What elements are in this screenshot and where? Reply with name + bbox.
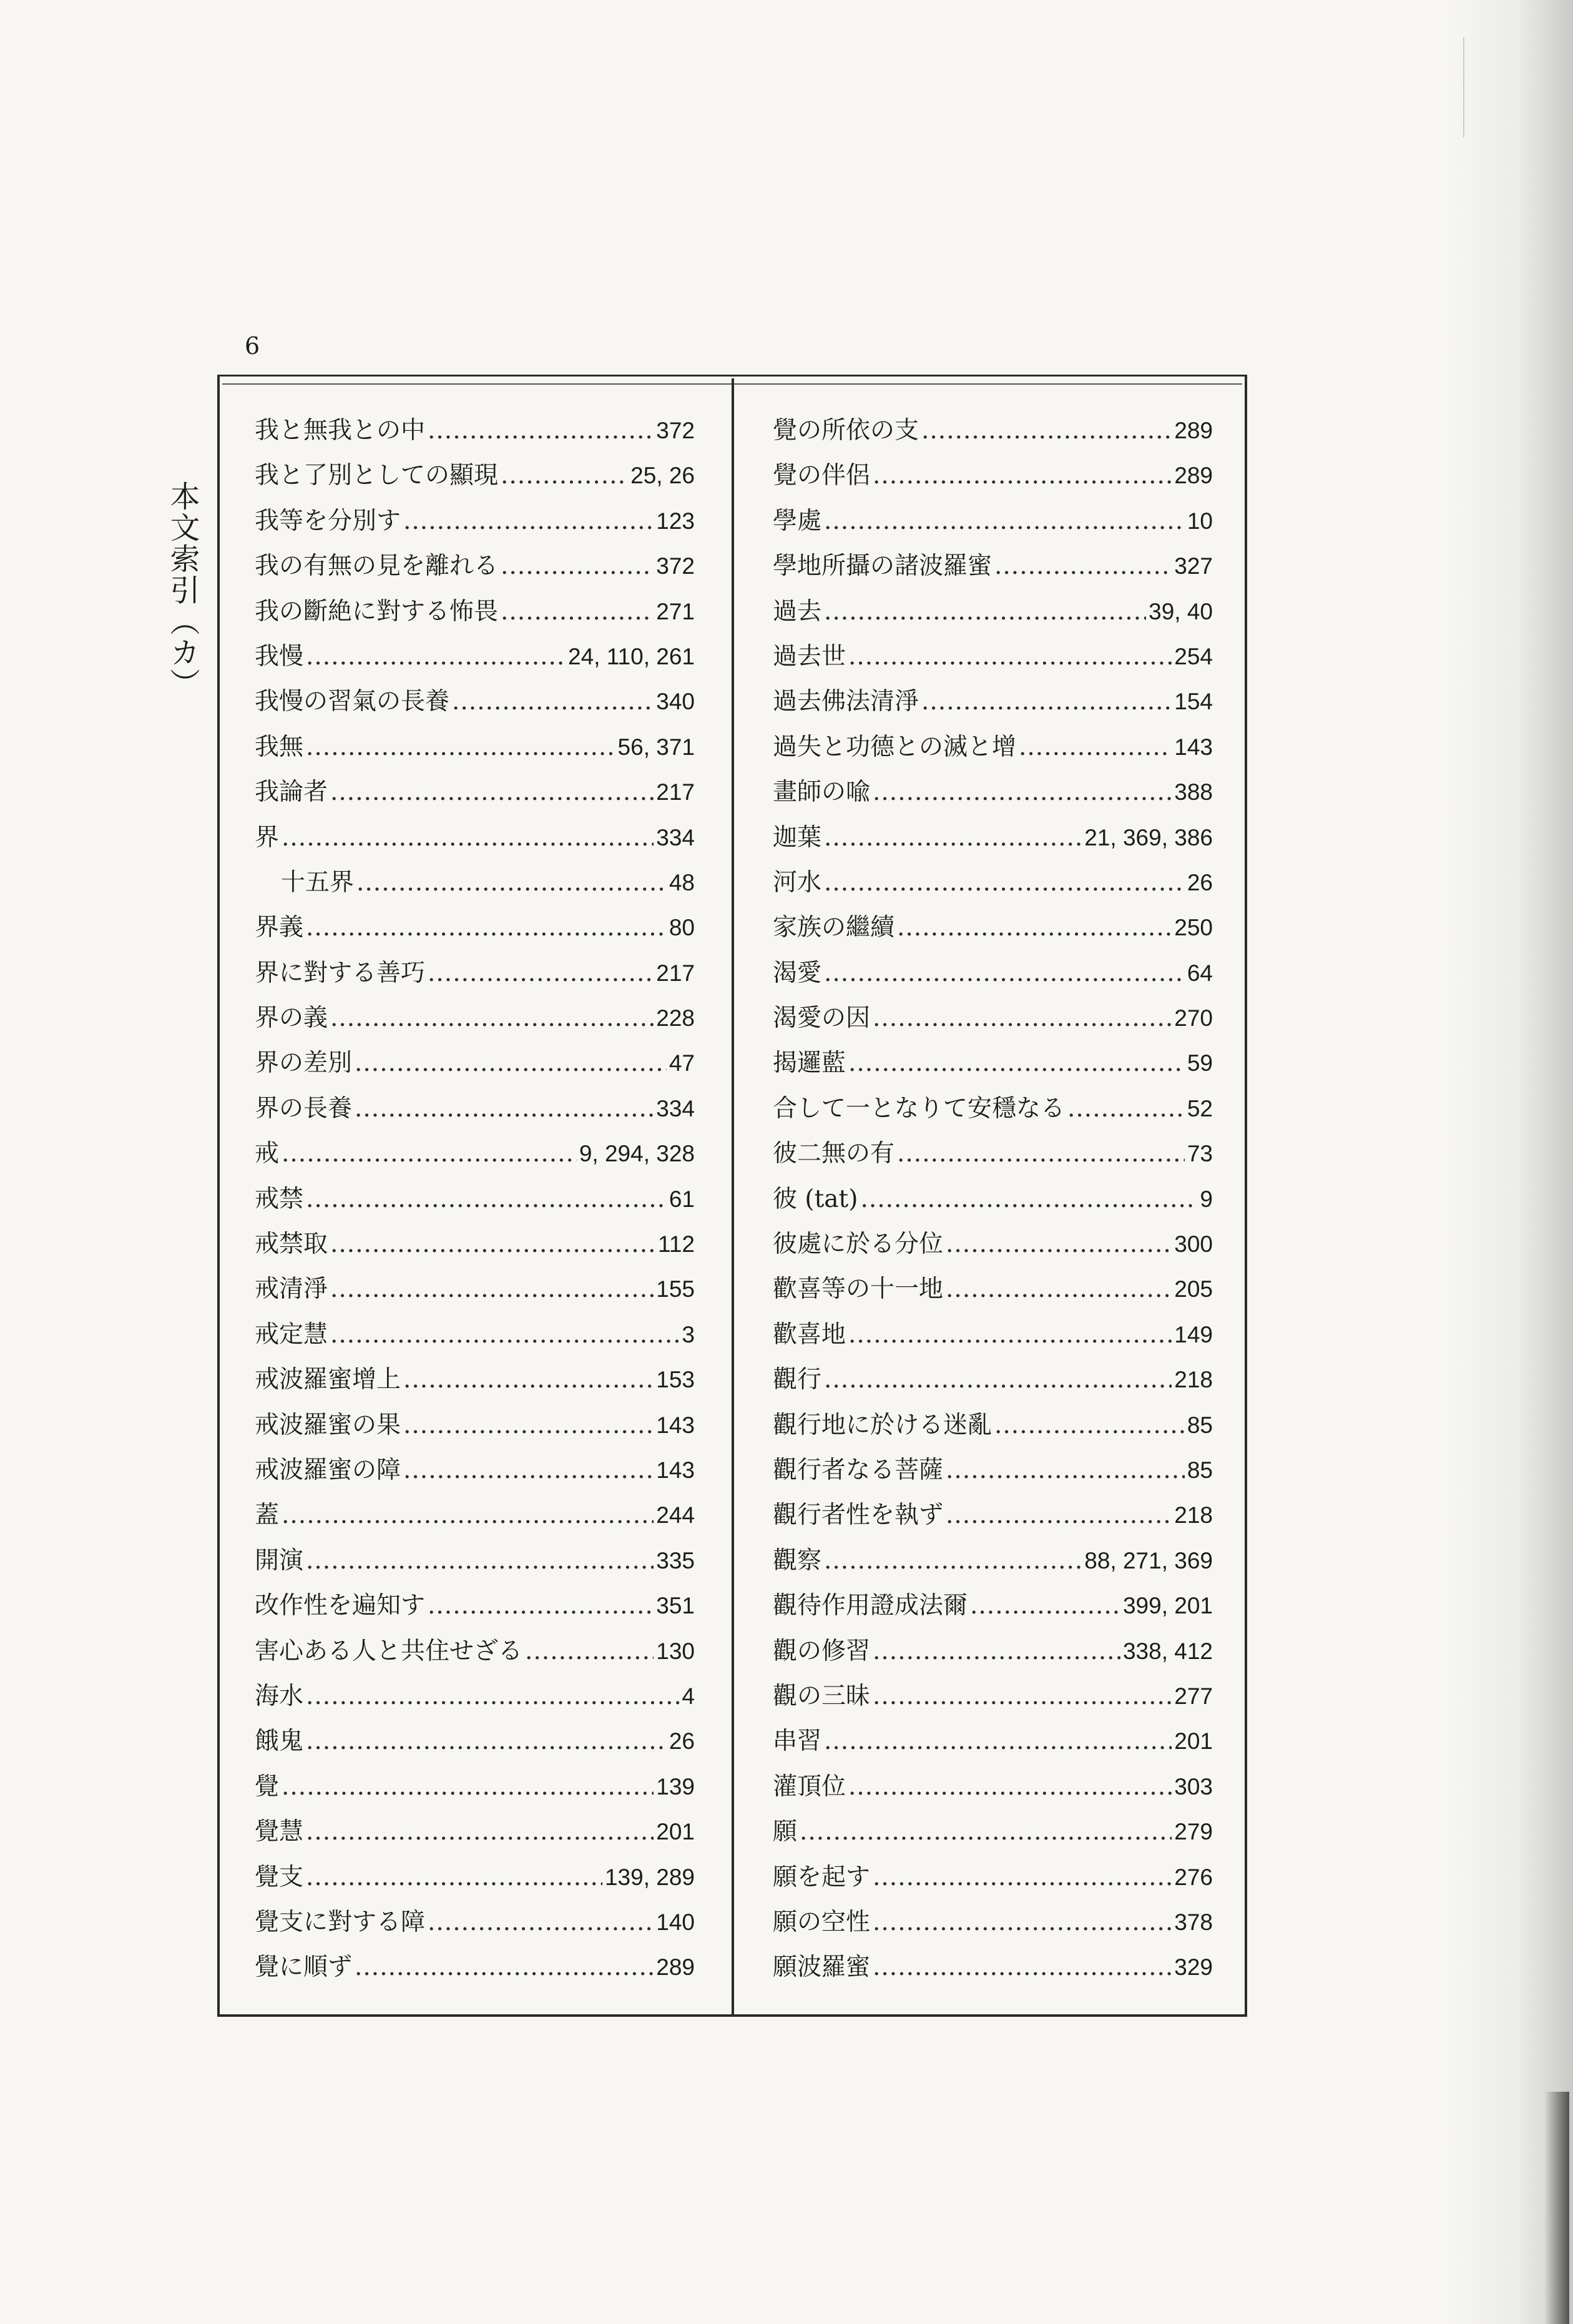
index-page-refs: 218 xyxy=(1174,1502,1213,1529)
index-page-refs: 123 xyxy=(656,508,695,534)
index-term: 我慢の習氣の長養 xyxy=(255,687,450,716)
index-term: 界 xyxy=(255,823,280,852)
index-page-refs: 277 xyxy=(1174,1683,1213,1709)
index-page-refs: 85 xyxy=(1187,1412,1213,1438)
index-page-refs: 271 xyxy=(656,598,695,624)
index-page-refs: 155 xyxy=(656,1276,695,1302)
dot-leader xyxy=(824,1719,1172,1764)
index-term: 覺支 xyxy=(255,1863,304,1891)
index-entry xyxy=(255,905,695,950)
index-entry xyxy=(255,1855,695,1900)
index-entry xyxy=(773,1539,1213,1583)
index-term: 我の有無の見を離れる xyxy=(255,552,499,581)
dot-leader xyxy=(824,815,1082,860)
index-term: 戒波羅蜜の障 xyxy=(255,1455,401,1484)
index-entry xyxy=(773,453,1213,498)
index-page-refs: 10 xyxy=(1187,508,1213,534)
index-page-refs: 112 xyxy=(658,1231,695,1258)
dot-leader xyxy=(873,996,1172,1041)
index-entry xyxy=(255,725,695,770)
index-entry xyxy=(773,1177,1213,1222)
index-page-refs: 270 xyxy=(1174,1005,1213,1032)
index-term: 改作性を遍知す xyxy=(255,1592,426,1620)
index-page-refs: 48 xyxy=(669,869,695,895)
dot-leader xyxy=(355,1945,654,1990)
index-entry xyxy=(773,1765,1213,1809)
dot-leader xyxy=(848,1041,1185,1086)
index-term: 過去 xyxy=(773,597,822,626)
index-page-refs: 85 xyxy=(1187,1457,1213,1483)
dot-leader xyxy=(921,408,1172,453)
dot-leader xyxy=(873,1855,1172,1900)
index-entry xyxy=(255,1493,695,1538)
index-term: 戒定慧 xyxy=(255,1320,328,1349)
index-term: 觀行地に於ける迷亂 xyxy=(773,1411,992,1439)
index-entry xyxy=(255,1539,695,1583)
index-page-refs: 59 xyxy=(1187,1050,1213,1076)
index-page-refs: 4 xyxy=(682,1683,695,1709)
index-term: 過失と功德との滅と增 xyxy=(773,732,1017,761)
dot-leader xyxy=(860,1177,1197,1222)
index-term: 我論者 xyxy=(255,778,328,807)
index-term: 彼二無の有 xyxy=(773,1140,895,1168)
index-term: 過去世 xyxy=(773,642,846,671)
index-entry xyxy=(773,1267,1213,1312)
index-entry xyxy=(255,408,695,453)
dot-leader xyxy=(824,1539,1082,1583)
index-entry xyxy=(255,1583,695,1628)
scan-binding-shadow xyxy=(1544,2092,1569,2324)
index-page-refs: 250 xyxy=(1174,915,1213,941)
dot-leader xyxy=(897,1131,1185,1176)
dot-leader xyxy=(873,1629,1120,1674)
index-page-refs: 228 xyxy=(656,1005,695,1032)
index-entry xyxy=(255,815,695,860)
dot-leader xyxy=(330,770,654,815)
dot-leader xyxy=(848,1765,1172,1809)
dot-leader xyxy=(994,1403,1185,1448)
index-entry xyxy=(773,1855,1213,1900)
index-term: 覺に順ず xyxy=(255,1953,353,1982)
index-page-refs: 303 xyxy=(1174,1773,1213,1800)
index-entry xyxy=(773,1448,1213,1493)
index-page-refs: 340 xyxy=(656,689,695,715)
index-term: 界の義 xyxy=(255,1004,328,1033)
index-term: 界に對する善巧 xyxy=(255,958,426,987)
index-entry xyxy=(255,1719,695,1764)
index-term: 戒清淨 xyxy=(255,1275,328,1304)
index-term: 迦葉 xyxy=(773,823,822,852)
index-page-refs: 153 xyxy=(656,1367,695,1393)
index-term: 學地所攝の諸波羅蜜 xyxy=(773,552,992,581)
index-page-refs: 201 xyxy=(656,1819,695,1845)
index-entry xyxy=(773,1719,1213,1764)
index-entry xyxy=(773,1312,1213,1357)
dot-leader xyxy=(501,589,654,634)
index-page-refs: 143 xyxy=(656,1412,695,1438)
dot-leader xyxy=(306,1809,654,1854)
dot-leader xyxy=(306,1177,667,1222)
dot-leader xyxy=(282,1765,654,1809)
index-page-refs: 61 xyxy=(669,1186,695,1212)
dot-leader xyxy=(873,1945,1172,1990)
dot-leader xyxy=(428,408,654,453)
index-entry xyxy=(773,1900,1213,1945)
index-entry xyxy=(773,589,1213,634)
index-page-refs: 52 xyxy=(1187,1095,1213,1121)
index-term: 十五界 xyxy=(281,868,355,897)
dot-leader xyxy=(824,499,1185,544)
index-column-left xyxy=(255,408,695,1991)
index-entry xyxy=(255,1357,695,1402)
dot-leader xyxy=(921,679,1172,724)
index-page-refs: 24, 110, 261 xyxy=(568,643,695,669)
index-term: 我と無我との中 xyxy=(255,416,426,445)
index-term: 願波羅蜜 xyxy=(773,1953,871,1982)
index-page-refs: 279 xyxy=(1174,1819,1213,1845)
dot-leader xyxy=(306,725,615,770)
index-entry xyxy=(773,1493,1213,1538)
dot-leader xyxy=(306,634,566,679)
index-column-right xyxy=(773,408,1213,1991)
index-term: 觀待作用證成法爾 xyxy=(773,1592,968,1620)
index-term: 我慢 xyxy=(255,642,304,671)
index-entry xyxy=(773,499,1213,544)
index-entry xyxy=(255,951,695,996)
index-term: 彼 (tat) xyxy=(773,1184,858,1213)
index-page-refs: 399, 201 xyxy=(1122,1593,1213,1619)
dot-leader xyxy=(824,951,1185,996)
index-page-refs: 56, 371 xyxy=(617,734,695,760)
dot-leader xyxy=(848,1312,1172,1357)
index-term: 我無 xyxy=(255,732,304,761)
dot-leader xyxy=(428,1583,654,1628)
dot-leader xyxy=(824,860,1185,905)
index-entry xyxy=(773,1041,1213,1086)
index-page-refs: 218 xyxy=(1174,1367,1213,1393)
index-term: 渴愛 xyxy=(773,958,822,987)
index-entry xyxy=(255,634,695,679)
index-page-refs: 351 xyxy=(656,1593,695,1619)
index-term: 渴愛の因 xyxy=(773,1004,871,1033)
index-entry xyxy=(773,860,1213,905)
dot-leader xyxy=(897,905,1172,950)
index-term: 觀察 xyxy=(773,1546,822,1575)
index-entry xyxy=(773,1357,1213,1402)
index-term: 界義 xyxy=(255,913,304,942)
index-term: 願の空性 xyxy=(773,1908,871,1936)
index-page-refs: 73 xyxy=(1187,1141,1213,1167)
index-page-refs: 139, 289 xyxy=(604,1864,695,1890)
index-page-refs: 254 xyxy=(1174,643,1213,669)
index-entry xyxy=(773,1222,1213,1267)
index-page-refs: 88, 271, 369 xyxy=(1084,1547,1213,1573)
index-term: 彼處に於る分位 xyxy=(773,1230,944,1259)
dot-leader xyxy=(873,1674,1172,1719)
index-term: 觀の三昧 xyxy=(773,1681,871,1710)
dot-leader xyxy=(994,544,1172,589)
index-entry xyxy=(255,1945,695,1990)
index-term: 戒禁 xyxy=(255,1184,304,1213)
dot-leader xyxy=(501,544,654,589)
index-term: 海水 xyxy=(255,1681,304,1710)
index-term: 界の差別 xyxy=(255,1049,353,1078)
scan-edge-line xyxy=(1463,37,1464,137)
index-entry xyxy=(255,1674,695,1719)
index-entry xyxy=(255,1222,695,1267)
dot-leader xyxy=(330,996,654,1041)
index-entry xyxy=(773,679,1213,724)
index-page-refs: 149 xyxy=(1174,1321,1213,1347)
index-entry xyxy=(773,1674,1213,1719)
index-entry xyxy=(255,1809,695,1854)
dot-leader xyxy=(282,815,654,860)
index-page-refs: 39, 40 xyxy=(1149,598,1213,624)
index-term: 覺の所依の支 xyxy=(773,416,919,445)
dot-leader xyxy=(946,1493,1172,1538)
index-entry xyxy=(773,725,1213,770)
dot-leader xyxy=(873,1900,1172,1945)
index-entry xyxy=(773,1945,1213,1990)
index-page-refs: 21, 369, 386 xyxy=(1084,824,1213,850)
dot-leader xyxy=(848,634,1172,679)
index-entry xyxy=(773,1131,1213,1176)
index-page-refs: 329 xyxy=(1174,1954,1213,1981)
dot-leader xyxy=(873,770,1172,815)
dot-leader xyxy=(946,1448,1185,1493)
dot-leader xyxy=(1019,725,1172,770)
index-term: 我と了別としての顯現 xyxy=(255,461,499,490)
dot-leader xyxy=(282,1493,654,1538)
index-page-refs: 378 xyxy=(1174,1909,1213,1935)
scan-edge-shading xyxy=(1448,0,1573,2324)
index-term: 串習 xyxy=(773,1727,822,1756)
index-entry xyxy=(773,544,1213,589)
index-page-refs: 289 xyxy=(656,1954,695,1981)
index-term: 界の長養 xyxy=(255,1094,353,1123)
index-entry xyxy=(773,1086,1213,1131)
index-term: 餓鬼 xyxy=(255,1727,304,1756)
index-entry xyxy=(255,1900,695,1945)
index-term: 灌頂位 xyxy=(773,1772,846,1801)
dot-leader xyxy=(330,1222,655,1267)
index-term: 害心ある人と共住せざる xyxy=(255,1637,523,1665)
index-term: 覺 xyxy=(255,1772,280,1801)
dot-leader xyxy=(873,453,1172,498)
index-entry xyxy=(255,1403,695,1448)
index-entry xyxy=(773,1629,1213,1674)
index-entry xyxy=(773,815,1213,860)
dot-leader xyxy=(946,1267,1172,1312)
index-entry xyxy=(773,1809,1213,1854)
dot-leader xyxy=(330,1312,679,1357)
index-entry xyxy=(255,1041,695,1086)
index-page-refs: 140 xyxy=(656,1909,695,1935)
index-term: 戒波羅蜜の果 xyxy=(255,1411,401,1439)
index-entry xyxy=(255,1177,695,1222)
index-term: 開演 xyxy=(255,1546,304,1575)
index-entry xyxy=(773,951,1213,996)
dot-leader xyxy=(330,1267,654,1312)
index-page-refs: 289 xyxy=(1174,418,1213,443)
index-entry xyxy=(773,905,1213,950)
index-page-refs: 335 xyxy=(656,1547,695,1573)
dot-leader xyxy=(306,1719,667,1764)
index-entry xyxy=(255,1765,695,1809)
index-page-refs: 3 xyxy=(682,1321,695,1347)
index-term: 家族の繼續 xyxy=(773,913,895,942)
index-page-refs: 327 xyxy=(1174,553,1213,579)
dot-leader xyxy=(428,1900,654,1945)
index-page-refs: 388 xyxy=(1174,779,1213,805)
index-entry xyxy=(255,589,695,634)
index-entry xyxy=(773,1583,1213,1628)
index-entry xyxy=(255,453,695,498)
dot-leader xyxy=(306,1855,602,1900)
index-term: 戒禁取 xyxy=(255,1230,328,1259)
dot-leader xyxy=(800,1809,1172,1854)
dot-leader xyxy=(428,951,654,996)
index-page-refs: 64 xyxy=(1187,960,1213,986)
dot-leader xyxy=(306,1539,654,1583)
dot-leader xyxy=(403,499,654,544)
index-page-refs: 289 xyxy=(1174,463,1213,489)
index-term: 願 xyxy=(773,1818,798,1846)
dot-leader xyxy=(355,1086,654,1131)
index-term: 戒波羅蜜增上 xyxy=(255,1366,401,1394)
dot-leader xyxy=(355,1041,667,1086)
index-term: 覺支に對する障 xyxy=(255,1908,426,1936)
index-entry xyxy=(773,408,1213,453)
dot-leader xyxy=(282,1131,577,1176)
index-page-refs: 143 xyxy=(1174,734,1213,760)
side-title: 本文索引（カ） xyxy=(165,481,200,699)
index-term: 覺慧 xyxy=(255,1818,304,1846)
index-page-refs: 130 xyxy=(656,1638,695,1664)
index-entry xyxy=(255,1312,695,1357)
index-page-refs: 26 xyxy=(669,1728,695,1755)
index-page-refs: 205 xyxy=(1174,1276,1213,1302)
index-entry xyxy=(773,770,1213,815)
index-page-refs: 276 xyxy=(1174,1864,1213,1890)
dot-leader xyxy=(824,1357,1172,1402)
index-term: 觀行者なる菩薩 xyxy=(773,1455,944,1484)
index-term: 合して一となりて安穩なる xyxy=(773,1094,1066,1123)
index-page-refs: 217 xyxy=(656,779,695,805)
dot-leader xyxy=(1067,1086,1185,1131)
index-entry xyxy=(773,634,1213,679)
index-page-refs: 143 xyxy=(656,1457,695,1483)
dot-leader xyxy=(306,905,667,950)
index-entry xyxy=(255,860,695,905)
index-entry xyxy=(773,996,1213,1041)
index-page-refs: 9 xyxy=(1200,1186,1213,1212)
index-term: 觀の修習 xyxy=(773,1637,871,1665)
index-term: 揭邏藍 xyxy=(773,1049,846,1078)
dot-leader xyxy=(306,1674,679,1719)
index-page-refs: 9, 294, 328 xyxy=(579,1141,695,1167)
index-term: 戒 xyxy=(255,1140,280,1168)
index-term: 我の斷絶に對する怖畏 xyxy=(255,597,499,626)
index-term: 過去佛法清淨 xyxy=(773,687,919,716)
index-entry xyxy=(255,770,695,815)
index-page-refs: 201 xyxy=(1174,1728,1213,1755)
index-entry xyxy=(255,499,695,544)
index-page-refs: 217 xyxy=(656,960,695,986)
index-term: 歡喜等の十一地 xyxy=(773,1275,944,1304)
index-page-refs: 338, 412 xyxy=(1122,1638,1213,1664)
index-page-refs: 334 xyxy=(656,1095,695,1121)
index-entry xyxy=(255,1267,695,1312)
index-page-refs: 139 xyxy=(656,1773,695,1800)
dot-leader xyxy=(356,860,667,905)
index-entry xyxy=(255,679,695,724)
dot-leader xyxy=(403,1403,654,1448)
page-number: 6 xyxy=(245,332,260,360)
index-page-refs: 372 xyxy=(656,418,695,443)
index-entry xyxy=(255,1131,695,1176)
dot-leader xyxy=(403,1357,654,1402)
index-entry xyxy=(773,1403,1213,1448)
dot-leader xyxy=(525,1629,654,1674)
index-entry xyxy=(255,1086,695,1131)
index-page-refs: 25, 26 xyxy=(630,463,695,489)
index-term: 河水 xyxy=(773,868,822,897)
index-page-refs: 300 xyxy=(1174,1231,1213,1258)
dot-leader xyxy=(452,679,654,724)
index-entry xyxy=(255,1629,695,1674)
dot-leader xyxy=(824,589,1146,634)
index-page-refs: 154 xyxy=(1174,689,1213,715)
index-term: 蓋 xyxy=(255,1501,280,1530)
index-term: 觀行 xyxy=(773,1366,822,1394)
index-term: 我等を分別す xyxy=(255,506,401,535)
index-term: 學處 xyxy=(773,506,822,535)
index-page-refs: 47 xyxy=(669,1050,695,1076)
index-page-refs: 334 xyxy=(656,824,695,850)
dot-leader xyxy=(946,1222,1172,1267)
index-page-refs: 26 xyxy=(1187,869,1213,895)
index-page-refs: 244 xyxy=(656,1502,695,1529)
column-divider xyxy=(732,378,734,2014)
dot-leader xyxy=(403,1448,654,1493)
dot-leader xyxy=(501,453,628,498)
index-entry xyxy=(255,544,695,589)
index-term: 畫師の喩 xyxy=(773,778,871,807)
index-page-refs: 372 xyxy=(656,553,695,579)
index-page-refs: 80 xyxy=(669,915,695,941)
index-term: 願を起す xyxy=(773,1863,871,1891)
index-term: 觀行者性を執ず xyxy=(773,1501,944,1530)
index-entry xyxy=(255,996,695,1041)
index-entry xyxy=(255,1448,695,1493)
index-term: 歡喜地 xyxy=(773,1320,846,1349)
dot-leader xyxy=(970,1583,1120,1628)
index-term: 覺の伴侶 xyxy=(773,461,871,490)
